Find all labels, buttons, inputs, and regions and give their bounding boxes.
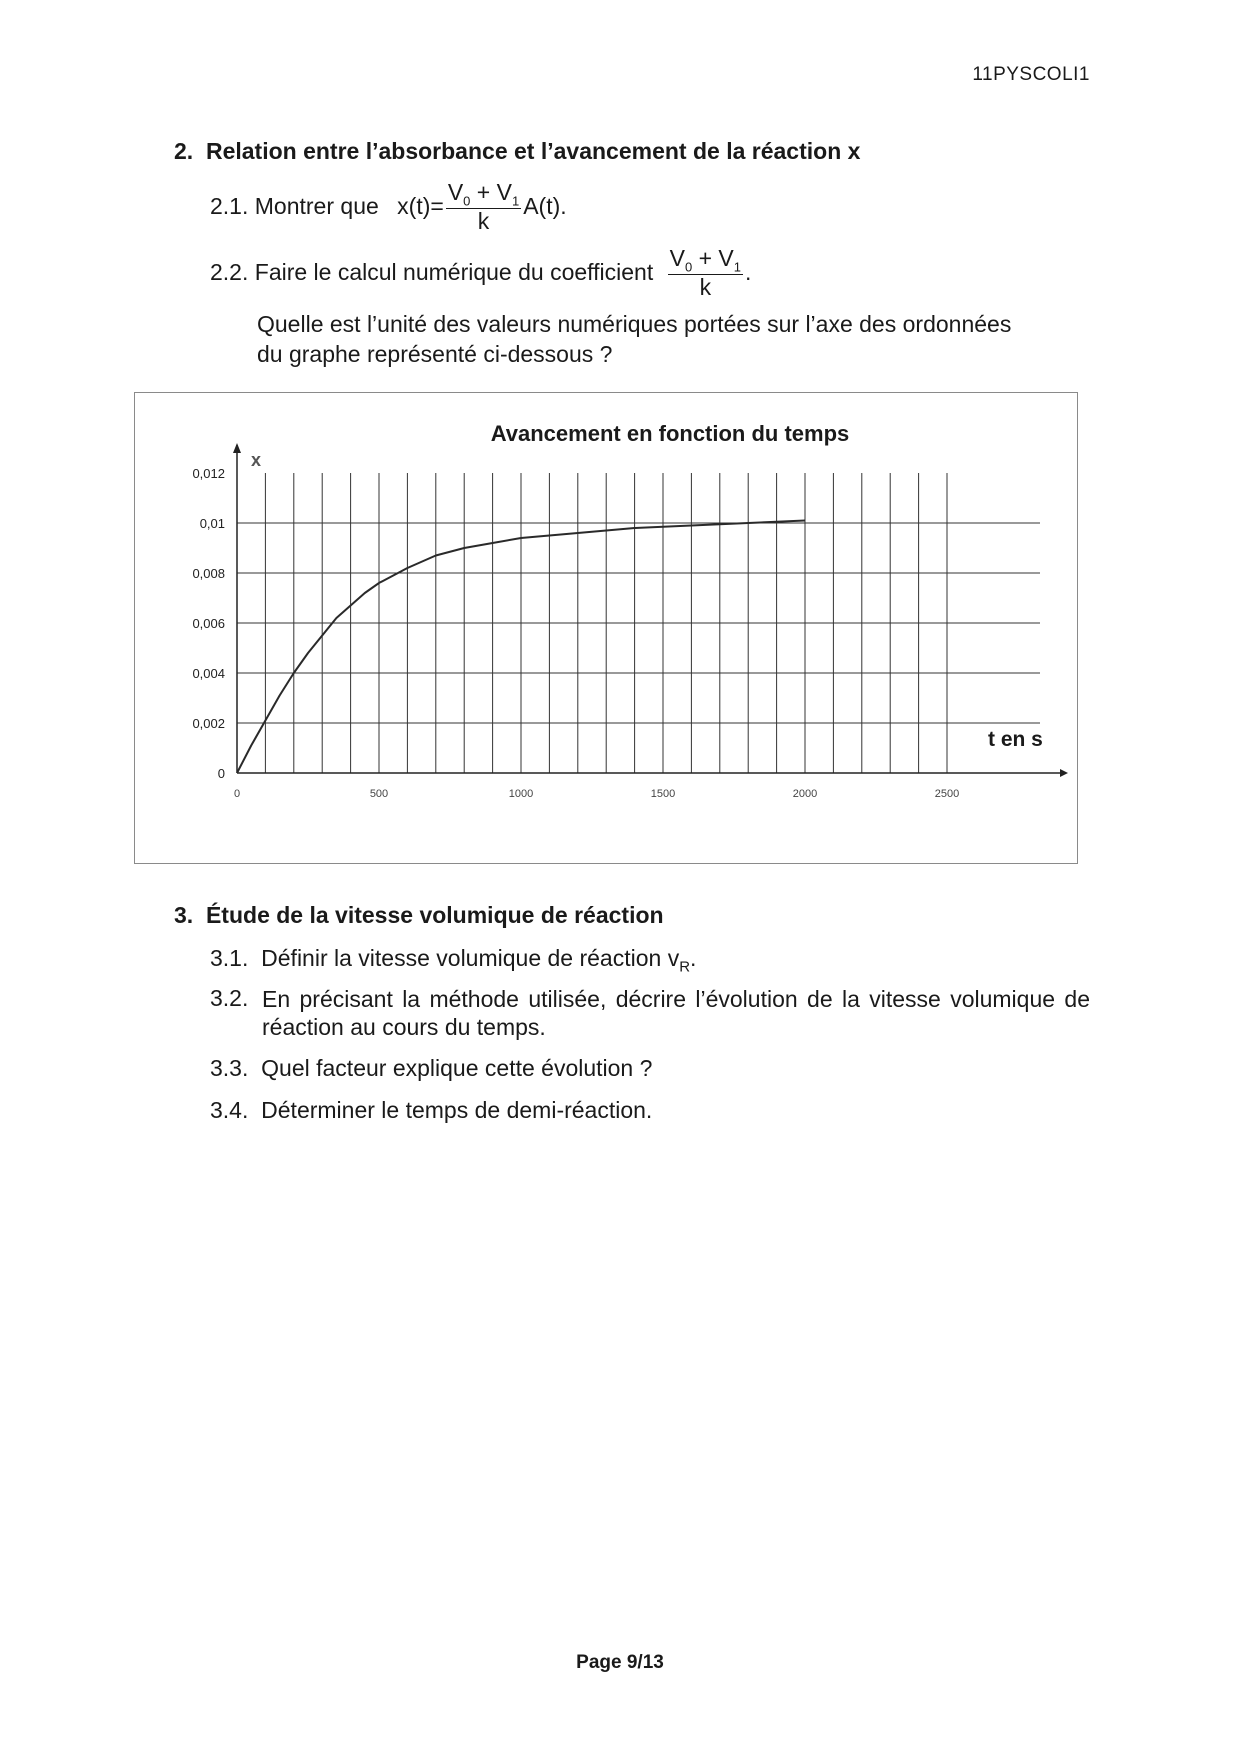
x-tick-label: 500 (369, 788, 389, 800)
question-3-2-number: 3.2. (210, 985, 249, 1011)
question-3-1-number: 3.1. (210, 945, 249, 971)
formula-lhs: x(t)= (397, 193, 444, 220)
x-tick-label: 1500 (650, 788, 676, 800)
period: . (745, 259, 752, 286)
x-tick-label: 1000 (508, 788, 534, 800)
page-number: Page 9/13 (576, 1652, 664, 1673)
question-3-3 (210, 1055, 652, 1082)
formula-rhs: A(t). (523, 193, 567, 220)
x-axis-label: t en s (988, 728, 1043, 751)
section-3-number: 3. (174, 902, 194, 928)
advancement-chart (135, 393, 1077, 863)
section-2-title: Relation entre l’absorbance et l’avancement de la réaction x (205, 138, 861, 164)
question-3-1-text: Définir la vitesse volumique de réaction v (261, 945, 680, 971)
y-tick-label: 0,012 (192, 466, 225, 481)
question-3-3-text: Quel facteur explique cette évolution ? (261, 1055, 653, 1081)
question-3-3-number: 3.3. (210, 1055, 249, 1081)
document-code: 11PYSCOLI1 (972, 64, 1090, 85)
question-3-2 (210, 985, 1090, 1041)
section-3-title: Étude de la vitesse volumique de réaction (205, 902, 664, 928)
question-2-1 (210, 180, 567, 233)
period: . (690, 945, 697, 971)
question-2-2-text: Faire le calcul numérique du coefficient (254, 259, 654, 286)
x-tick-label: 0 (233, 788, 241, 800)
question-3-4-number: 3.4. (210, 1097, 249, 1123)
question-2-1-number: 2.1. (210, 193, 249, 220)
section-3-heading (174, 902, 664, 929)
question-3-4-text: Déterminer le temps de demi-réaction. (261, 1097, 653, 1123)
y-tick-label: 0 (217, 766, 225, 781)
coefficient-fraction (668, 246, 743, 299)
y-tick-label: 0,006 (192, 616, 225, 631)
question-2-2-unit-line: Quelle est l’unité des valeurs numériques portées sur l’axe des ordonnées (257, 311, 1012, 337)
question-2-2-number: 2.2. (210, 259, 249, 286)
x-tick-label: 2000 (792, 788, 818, 800)
chart-title: Avancement en fonction du temps (490, 421, 850, 446)
question-3-4 (210, 1097, 652, 1124)
y-tick-label: 0,008 (192, 566, 225, 581)
section-2-heading (174, 138, 860, 165)
fraction-denominator: k (699, 274, 712, 301)
question-2-2 (210, 246, 751, 299)
y-axis-arrow (233, 443, 241, 453)
y-tick-label: 0,002 (192, 716, 225, 731)
formula-fraction (446, 180, 521, 233)
fraction-numerator: $V_0 + V_1$ (669, 245, 741, 275)
question-2-1-text: Montrer que (254, 193, 379, 220)
question-3-2-text: En précisant la méthode utilisée, décrire l’évolution de la vitesse volumique de réaction au cours du temps. (262, 986, 1090, 1040)
x-axis-arrow (1060, 769, 1068, 777)
fraction-numerator: $V_0 + V_1$ (447, 179, 520, 209)
y-tick-label: 0,01 (199, 516, 225, 531)
chart-frame (134, 392, 1078, 864)
y-tick-label: 0,004 (192, 666, 225, 681)
subscript-r: R (679, 958, 691, 976)
fraction-denominator: k (477, 208, 490, 235)
question-2-2-unit-line-2: du graphe représenté ci-dessous ? (257, 341, 613, 367)
section-2-number: 2. (174, 138, 194, 164)
x-tick-label: 2500 (934, 788, 960, 800)
question-3-1 (210, 945, 696, 976)
y-axis-label: x (251, 450, 262, 470)
